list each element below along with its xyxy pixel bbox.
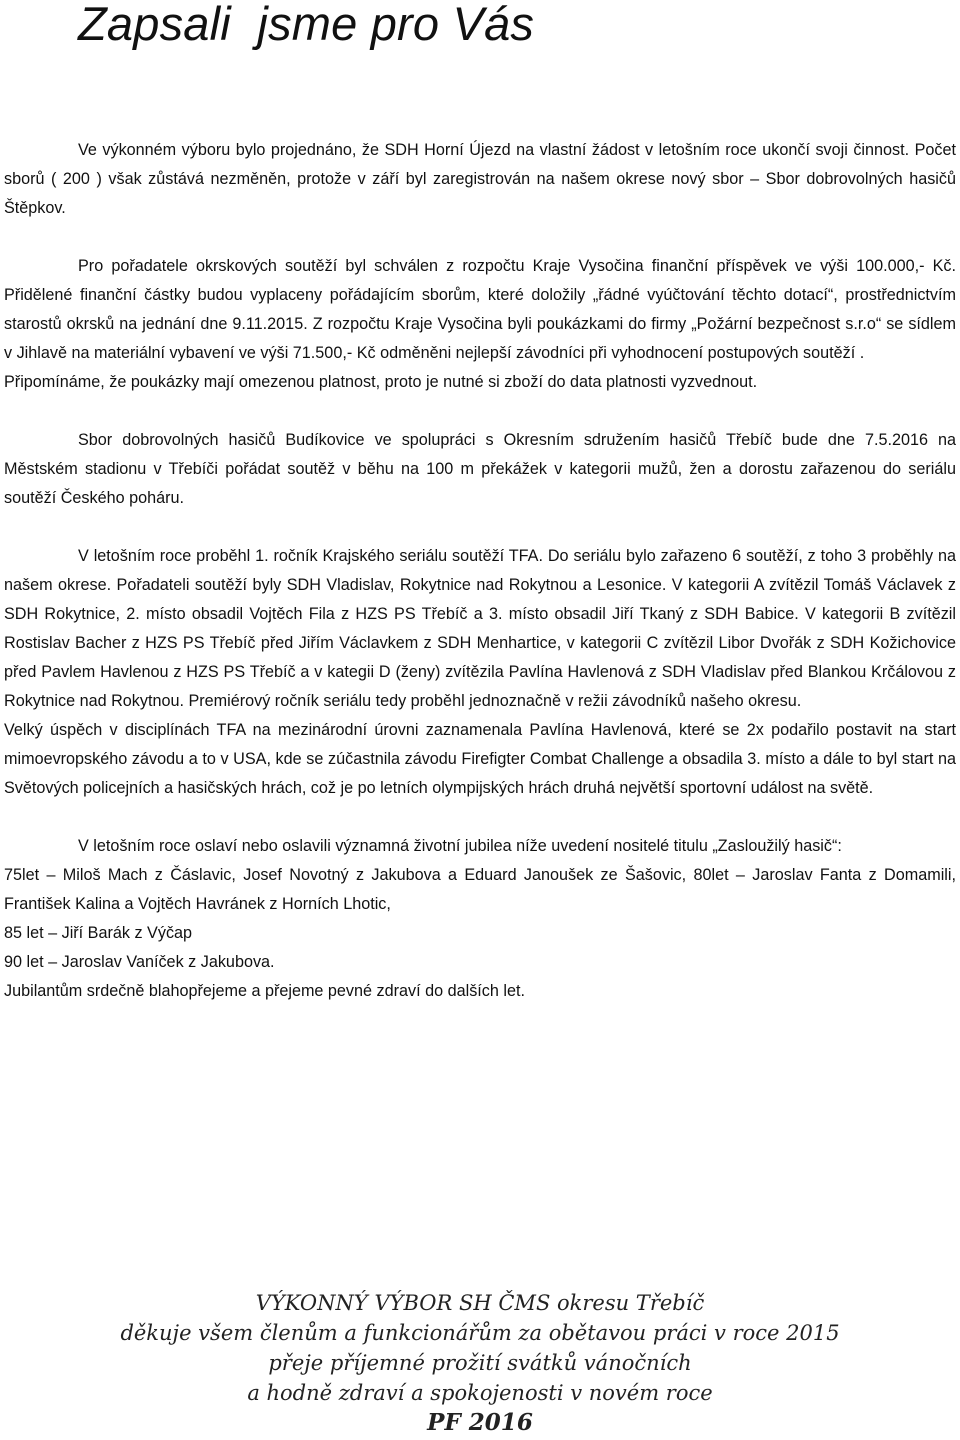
paragraph-gap [4, 397, 956, 426]
paragraph-gap [4, 513, 956, 542]
season-greetings-footer [0, 1288, 960, 1438]
paragraph-jubilee-75-80: 75let – Miloš Mach z Čáslavic, Josef Novotný z Jakubova a Eduard Janoušek ze Šašovic, 80let – Jaroslav Fanta z Domamili, František Kalina a Vojtěch Havránek z Horních Lhotic, [4, 866, 956, 913]
paragraph-congratulations: Jubilantům srdečně blahopřejeme a přejeme pevné zdraví do dalších let. [4, 982, 525, 1000]
paragraph-gap [4, 803, 956, 832]
paragraph-jubilee-85: 85 let – Jiří Barák z Výčap [4, 924, 193, 942]
footer-new-year-line: a hodně zdraví a spokojenosti v novém roce [247, 1381, 713, 1405]
footer-christmas-line: přeje příjemné prožití svátků vánočních [268, 1351, 692, 1375]
paragraph-tfa-series: V letošním roce proběhl 1. ročník Krajského seriálu soutěží TFA. Do seriálu bylo zařazeno 6 soutěží, z toho 3 proběhly na našem okrese. Pořadateli soutěží byly SDH Vladislav, Rokytnice nad Rokytnou a Lesonice. V kategorii A zvítězil Tomáš Václavek z SDH Rokytnice, 2. místo obsadil Vojtěch Fila z HZS PS Třebíč a 3. místo obsadil Jiří Tkaný z SDH Babice. V kategorii B zvítězil Rostislav Bacher z HZS PS Třebíč před Jiřím Václavkem z SDH Menhartice, v kategorii C zvítězil Libor Dvořák z SDH Kožichovice před Pavlem Havlenou z HZS PS Třebíč a v kategii D (ženy) zvítězila Pavlína Havlenová z SDH Vladislav před Blankou Krčálovou z Rokytnice nad Rokytnou. Premiérový ročník seriálu tedy proběhl jednoznačně v režii závodníků našeho okresu. [4, 547, 956, 710]
paragraph-tfa-international: Velký úspěch v disciplínách TFA na mezinárodní úrovni zaznamenala Pavlína Havlenová, které se 2x podařilo postavit na start mimoevropského závodu a to v USA, kde se zúčastnila závodu Firefigter Combat Challenge a obsadila 3. místo a dále to byl start na Světových policejních a hasičských hrách, což je po letních olympijských hrách druhá největší sportovní událost na světě. [4, 721, 956, 797]
paragraph-jubilee-intro: V letošním roce oslaví nebo oslavili významná životní jubilea níže uvedení nositelé titulu „Zasloužilý hasič“: [78, 837, 842, 855]
footer-pf-line: PF 2016 [427, 1409, 533, 1436]
paragraph-jubilee-90: 90 let – Jaroslav Vaníček z Jakubova. [4, 953, 275, 971]
page-title: Zapsali jsme pro Vás [78, 0, 535, 50]
paragraph-100m-obstacle-race: Sbor dobrovolných hasičů Budíkovice ve spolupráci s Okresním sdružením hasičů Třebíč bude dne 7.5.2016 na Městském stadionu v Třebíči pořádat soutěž v běhu na 100 m překážek v kategorii mužů, žen a dorostu zařazenou do seriálu soutěží Českého poháru. [4, 431, 956, 507]
paragraph-okrskove-souteze-funding: Pro pořadatele okrskových soutěží byl schválen z rozpočtu Kraje Vysočina finanční příspěvek ve výši 100.000,- Kč. Přidělené finanční částky budou vyplaceny pořádajícím sborům, které doložily „řádné vyúčtování těchto dotací“, prostřednictvím starostů okrsků na jednání dne 9.11.2015. Z rozpočtu Kraje Vysočina byli poukázkami do firmy „Požární bezpečnost s.r.o“ se sídlem v Jihlavě na materiální vybavení ve výši 71.500,- Kč odměněni nejlepší závodníci při vyhodnocení postupových soutěží . [4, 257, 956, 362]
paragraph-gap [4, 223, 956, 252]
footer-committee-line: VÝKONNÝ VÝBOR SH ČMS okresu Třebíč [255, 1291, 705, 1315]
footer-thanks-line: děkuje všem členům a funkcionářům za obětavou práci v roce 2015 [120, 1321, 840, 1345]
article-body [4, 136, 956, 1006]
paragraph-sdh-horni-ujezd: Ve výkonném výboru bylo projednáno, že SDH Horní Újezd na vlastní žádost v letošním roce ukončí svoji činnost. Počet sborů ( 200 ) však zůstává nezměněn, protože v září byl zaregistrován na našem okrese nový sbor – Sbor dobrovolných hasičů Štěpkov. [4, 141, 956, 217]
paragraph-voucher-validity: Připomínáme, že poukázky mají omezenou platnost, proto je nutné si zboží do data platnosti vyzvednout. [4, 373, 758, 391]
